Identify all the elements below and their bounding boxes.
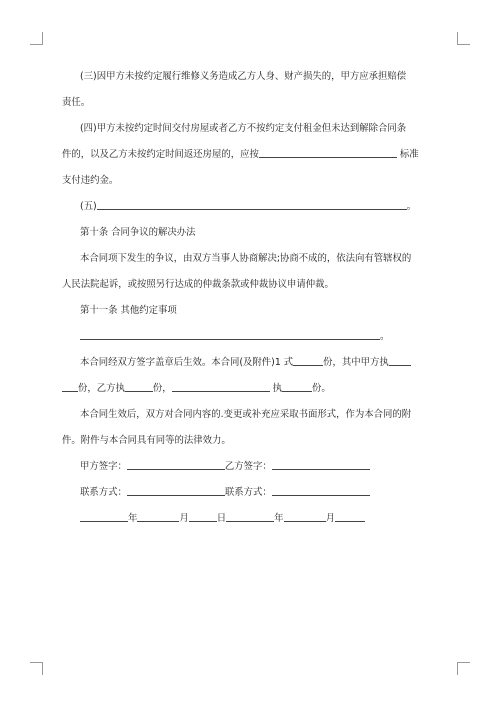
party-a-contact-label: 联系方式： [80,487,127,498]
article-10-line-1: 本合同项下发生的争议，由双方当事人协商解决;协商不成的，依法向有管辖权的 [80,253,412,264]
year-label-a: 年 [128,513,138,524]
corner-mark-bottom-right [457,662,470,675]
date-line [62,506,440,532]
party-b-contact-label: 联系方式： [224,487,272,498]
signature-line [62,454,440,480]
clause-4-line-3: 支付违约金。 [62,175,119,186]
clause-4-line-1: (四)甲方未按约定时间交付房屋或者乙方不按约定支付租金但未达到解除合同条 [80,123,407,134]
corner-mark-top-left [30,32,43,45]
clause-5-blank[interactable] [97,208,407,210]
article-10-title: 第十条 合同争议的解决办法 [80,227,196,238]
article-11-title: 第十一条 其他约定事项 [80,305,177,316]
amendment-line-1: 本合同生效后，双方对合同内容的.变更或补充应采取书面形式，作为本合同的附 [80,409,412,420]
amendment-line-2: 件。附件与本合同具有同等的法律效力。 [62,435,231,446]
corner-mark-top-right [457,32,470,45]
party-b-day-field[interactable] [335,520,365,522]
party-b-sign-field[interactable] [272,468,370,470]
copies-count-blank[interactable] [293,364,323,366]
document-body [62,64,440,532]
penalty-standard-blank[interactable] [259,156,397,158]
party-a-month-field[interactable] [137,520,179,522]
contact-line [62,480,440,506]
party-a-day-field[interactable] [189,520,217,522]
other-terms-end: 。 [380,331,390,342]
party-a-year-field[interactable] [80,520,128,522]
corner-mark-bottom-left [30,662,43,675]
copies-text-5: 执 [272,383,283,394]
copies-text-4: 份， [152,383,172,394]
month-label-b: 月 [325,513,335,524]
party-a-sign-label: 甲方签字： [80,461,127,472]
copies-text-6: 份。 [312,383,331,394]
party-b-copies-blank[interactable] [125,390,153,392]
clause-5-end: 。 [406,201,417,212]
other-copies-blank[interactable] [282,390,312,392]
article-11-blank-line [62,324,440,350]
party-b-month-field[interactable] [284,520,326,522]
clause-4-standard: 标准 [399,149,419,160]
party-b-sign-label: 乙方签字： [224,461,272,472]
day-label-a: 日 [216,513,227,524]
clause-3-line-1: (三)因甲方未按约定履行维修义务造成乙方人身、财产损失的，甲方应承担赔偿 [80,71,407,82]
copies-text-1: 本合同经双方签字盖章后生效。本合同(及附件)1 式 [80,357,294,368]
clause-4-line-2 [62,142,440,168]
party-b-year-field[interactable] [226,520,274,522]
month-label-a: 月 [179,513,189,524]
year-label-b: 年 [274,513,284,524]
copies-line-1 [62,350,440,376]
party-a-sign-field[interactable] [127,468,225,470]
party-a-contact-field[interactable] [127,494,225,496]
other-terms-blank[interactable] [80,338,380,340]
clause-5-label: (五) [80,201,97,212]
copies-text-2: 份，其中甲方执 [323,357,389,368]
copies-line-2 [62,376,440,402]
clause-3-line-2: 责任。 [62,97,91,108]
other-holder-blank[interactable] [172,390,270,392]
clause-4-text: 件的，以及乙方未按约定时间返还房屋的，应按 [62,149,259,160]
party-a-copies-blank[interactable] [389,364,411,366]
article-10-line-2: 人民法院起诉，或按照另行达成的仲裁条款或仲裁协议申请仲裁。 [62,279,334,290]
copies-text-3: 份，乙方执 [78,383,125,394]
party-b-contact-field[interactable] [272,494,370,496]
clause-5-line [62,194,440,220]
party-a-copies-blank-cont[interactable] [62,390,78,392]
